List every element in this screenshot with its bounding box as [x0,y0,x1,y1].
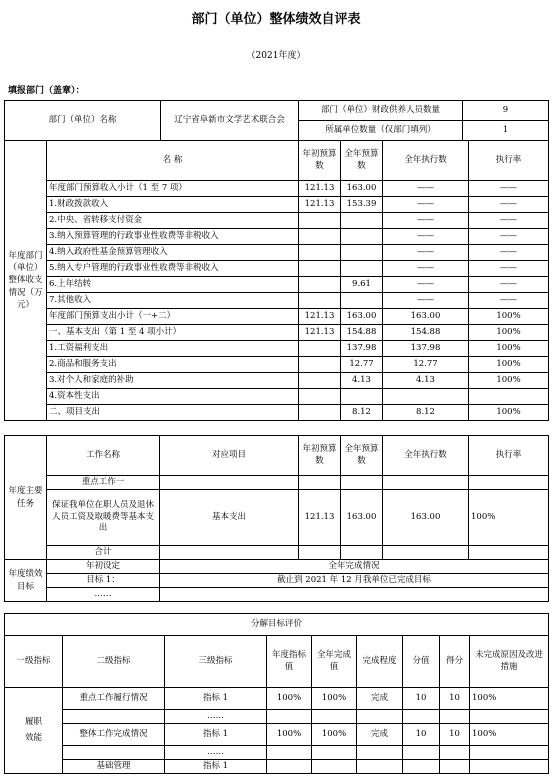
budget-row [5,245,549,261]
work-description: 保证我单位在职人员及退休人员工资及取暖费等基本支出 [47,490,160,546]
budget-cell-exec: 8.12 [383,405,469,421]
budget-cell-full [341,245,383,261]
budget-cell-name: 一、基本支出（第 1 至 4 项小计） [47,325,299,341]
budget-cell-full: 9.61 [341,277,383,293]
eval-header-l1: 一级指标 [5,636,63,688]
budget-cell-init [299,277,341,293]
budget-cell-exec: 154.88 [383,325,469,341]
goal-ellipsis: …… [47,588,160,602]
budget-cell-rate: —— [469,181,549,197]
budget-cell-init: 121.13 [299,197,341,213]
eval-cell-l3: …… [165,746,267,760]
eval-cell-score [403,760,440,774]
budget-cell-full [341,293,383,309]
budget-cell-exec: —— [383,181,469,197]
eval-cell-done: 100% [312,724,357,746]
budget-cell-full [341,213,383,229]
sub-unit-label: 所属单位数量（仅部门填列） [299,121,463,141]
budget-cell-name: 2.中央、省转移支付资金 [47,213,299,229]
unit-label: 填报部门（盖章）： [8,86,85,96]
budget-cell-rate: —— [469,293,549,309]
eval-cell-l3: 指标 1 [165,760,267,774]
budget-cell-init [299,293,341,309]
budget-cell-name: 1.财政拨款收入 [47,197,299,213]
budget-cell-rate: 100% [469,357,549,373]
budget-cell-name: 2.商品和服务支出 [47,357,299,373]
budget-row [5,229,549,245]
budget-cell-name: 年度部门预算收入小计（1 至 7 项） [47,181,299,197]
tasks-side-label: 年度主要任务 [5,436,47,560]
budget-row [5,213,549,229]
budget-cell-name: 4.资本性支出 [47,389,299,405]
eval-cell-reason [470,746,549,760]
tasks-header-init: 年初预算数 [299,436,341,476]
budget-row [5,181,549,197]
budget-cell-exec: —— [383,245,469,261]
dept-name-value: 辽宁省阜新市文学艺术联合会 [161,101,299,141]
key-work-label: 重点工作一 [47,476,160,490]
budget-cell-rate: 100% [469,309,549,325]
goals-table [4,559,549,602]
budget-cell-rate: —— [469,261,549,277]
eval-cell-got [440,710,470,724]
budget-cell-name: 5.纳入专户管理的行政事业性收费等非税收入 [47,261,299,277]
tasks-header-name: 工作名称 [47,436,160,476]
budget-header-init: 年初预算数 [299,141,341,181]
tasks-header-item: 对应项目 [160,436,299,476]
eval-header-reason: 未完成原因及改进措施 [470,636,549,688]
budget-cell-full [341,261,383,277]
tasks-header-exec: 全年执行数 [383,436,469,476]
eval-cell-score: 10 [403,724,440,746]
budget-header-exec: 全年执行数 [383,141,469,181]
budget-row [5,389,549,405]
budget-cell-exec: —— [383,293,469,309]
eval-cell-l2: 整体工作完成情况 [63,724,165,746]
budget-row [5,357,549,373]
budget-cell-full: 4.13 [341,373,383,389]
work-full: 163.00 [341,490,383,546]
eval-row [5,724,549,746]
budget-table [4,140,549,421]
budget-cell-rate: —— [469,245,549,261]
budget-cell-name: 3.对个人和家庭的补助 [47,373,299,389]
budget-row [5,277,549,293]
budget-row [5,325,549,341]
eval-header-score: 分值 [403,636,440,688]
eval-cell-target: 100% [267,724,312,746]
budget-cell-exec [383,389,469,405]
budget-cell-exec: 12.77 [383,357,469,373]
budget-cell-exec: —— [383,277,469,293]
eval-cell-target: 100% [267,688,312,710]
budget-cell-init [299,229,341,245]
budget-header-name: 名 称 [47,141,299,181]
work-exec: 163.00 [383,490,469,546]
budget-row [5,197,549,213]
eval-cell-target [267,746,312,760]
budget-cell-name: 3.纳入预算管理的行政事业性收费等非税收入 [47,229,299,245]
budget-cell-full [341,229,383,245]
eval-table [4,613,549,774]
budget-cell-init [299,389,341,405]
report-year: （2021年度） [246,51,306,61]
eval-cell-degree: 完成 [357,688,403,710]
budget-cell-exec: —— [383,213,469,229]
eval-cell-l3: 指标 1 [165,724,267,746]
budget-cell-rate: 100% [469,373,549,389]
staff-count-label: 部门（单位）财政供养人员数量 [299,101,463,121]
budget-cell-exec: —— [383,229,469,245]
eval-cell-reason: 100% [470,688,549,710]
budget-cell-rate [469,389,549,405]
budget-header-full: 全年预算数 [341,141,383,181]
budget-cell-init [299,245,341,261]
goal-target-label: 目标 1： [47,574,160,588]
eval-cell-done [312,760,357,774]
work-rate: 100% [469,490,549,546]
budget-cell-full: 137.98 [341,341,383,357]
eval-row [5,710,549,724]
staff-count-value: 9 [463,101,549,121]
budget-cell-init [299,261,341,277]
budget-cell-exec: 4.13 [383,373,469,389]
eval-cell-done [312,710,357,724]
eval-header-got: 得分 [440,636,470,688]
sub-unit-value: 1 [463,121,549,141]
budget-cell-full: 154.88 [341,325,383,341]
budget-cell-rate: 100% [469,341,549,357]
budget-cell-exec: 137.98 [383,341,469,357]
eval-cell-reason [470,710,549,724]
tasks-table [4,435,549,560]
eval-cell-degree [357,760,403,774]
eval-header-l2: 二级指标 [63,636,165,688]
eval-cell-target [267,760,312,774]
info-table [4,100,549,141]
budget-cell-rate: 100% [469,325,549,341]
budget-row [5,261,549,277]
budget-cell-full: 8.12 [341,405,383,421]
work-item: 基本支出 [160,490,299,546]
budget-cell-name: 1.工资福利支出 [47,341,299,357]
budget-cell-exec: —— [383,197,469,213]
budget-cell-full: 163.00 [341,309,383,325]
budget-cell-init [299,341,341,357]
budget-cell-full: 153.39 [341,197,383,213]
eval-cell-got: 10 [440,688,470,710]
budget-cell-exec: —— [383,261,469,277]
budget-cell-full [341,389,383,405]
tasks-total-label: 合计 [47,546,160,560]
eval-cell-l2 [63,746,165,760]
budget-cell-init: 121.13 [299,309,341,325]
eval-cell-got [440,760,470,774]
eval-cell-reason [470,760,549,774]
eval-cell-done: 100% [312,688,357,710]
eval-title: 分解目标评价 [5,614,549,636]
budget-cell-name: 4.纳入政府性基金预算管理收入 [47,245,299,261]
budget-cell-name: 7.其他收入 [47,293,299,309]
budget-cell-rate: 100% [469,405,549,421]
budget-row [5,341,549,357]
eval-cell-target [267,710,312,724]
eval-row [5,746,549,760]
eval-header-degree: 完成程度 [357,636,403,688]
goal-target-text: 截止到 2021 年 12 月我单位已完成目标 [160,574,549,588]
eval-row [5,760,549,774]
eval-row [5,688,549,710]
eval-cell-reason: 100% [470,724,549,746]
eval-cell-degree: 完成 [357,724,403,746]
budget-row [5,293,549,309]
goals-header-done: 全年完成情况 [160,560,549,574]
budget-header-rate: 执行率 [469,141,549,181]
budget-cell-exec: 163.00 [383,309,469,325]
budget-cell-name: 6.上年结转 [47,277,299,293]
eval-cell-degree [357,746,403,760]
eval-cell-score [403,710,440,724]
eval-cell-got [440,746,470,760]
goals-side-label: 年度绩效目标 [5,560,47,602]
eval-header-target: 年度指标值 [267,636,312,688]
budget-side-label: 年度部门（单位）整体收支情况（万元） [5,141,47,421]
budget-cell-name: 年度部门预算支出小计（一+二） [47,309,299,325]
dept-name-label: 部门（单位）名称 [5,101,161,141]
budget-row [5,373,549,389]
eval-cell-score [403,746,440,760]
budget-cell-full: 163.00 [341,181,383,197]
eval-header-l3: 三级指标 [165,636,267,688]
work-init: 121.13 [299,490,341,546]
eval-cell-l3: …… [165,710,267,724]
budget-cell-init [299,213,341,229]
eval-cell-got: 10 [440,724,470,746]
budget-cell-full: 12.77 [341,357,383,373]
eval-cell-l2: 基础管理 [63,760,165,774]
eval-header-done: 全年完成值 [312,636,357,688]
eval-cell-l3: 指标 1 [165,688,267,710]
budget-cell-rate: —— [469,213,549,229]
budget-row [5,309,549,325]
eval-cell-l2: 重点工作履行情况 [63,688,165,710]
eval-l1-value: 履职效能 [5,688,63,774]
eval-cell-done [312,746,357,760]
eval-cell-degree [357,710,403,724]
budget-cell-init [299,405,341,421]
tasks-header-rate: 执行率 [469,436,549,476]
goals-header-set: 年初设定 [47,560,160,574]
budget-cell-init [299,373,341,389]
budget-cell-init: 121.13 [299,325,341,341]
budget-cell-init: 121.13 [299,181,341,197]
eval-cell-l2 [63,710,165,724]
page-title: 部门（单位）整体绩效自评表 [191,12,361,27]
budget-row [5,405,549,421]
budget-cell-rate: —— [469,277,549,293]
tasks-header-full: 全年预算数 [341,436,383,476]
budget-cell-name: 二、项目支出 [47,405,299,421]
budget-cell-init [299,357,341,373]
budget-cell-rate: —— [469,197,549,213]
eval-cell-score: 10 [403,688,440,710]
budget-cell-rate: —— [469,229,549,245]
